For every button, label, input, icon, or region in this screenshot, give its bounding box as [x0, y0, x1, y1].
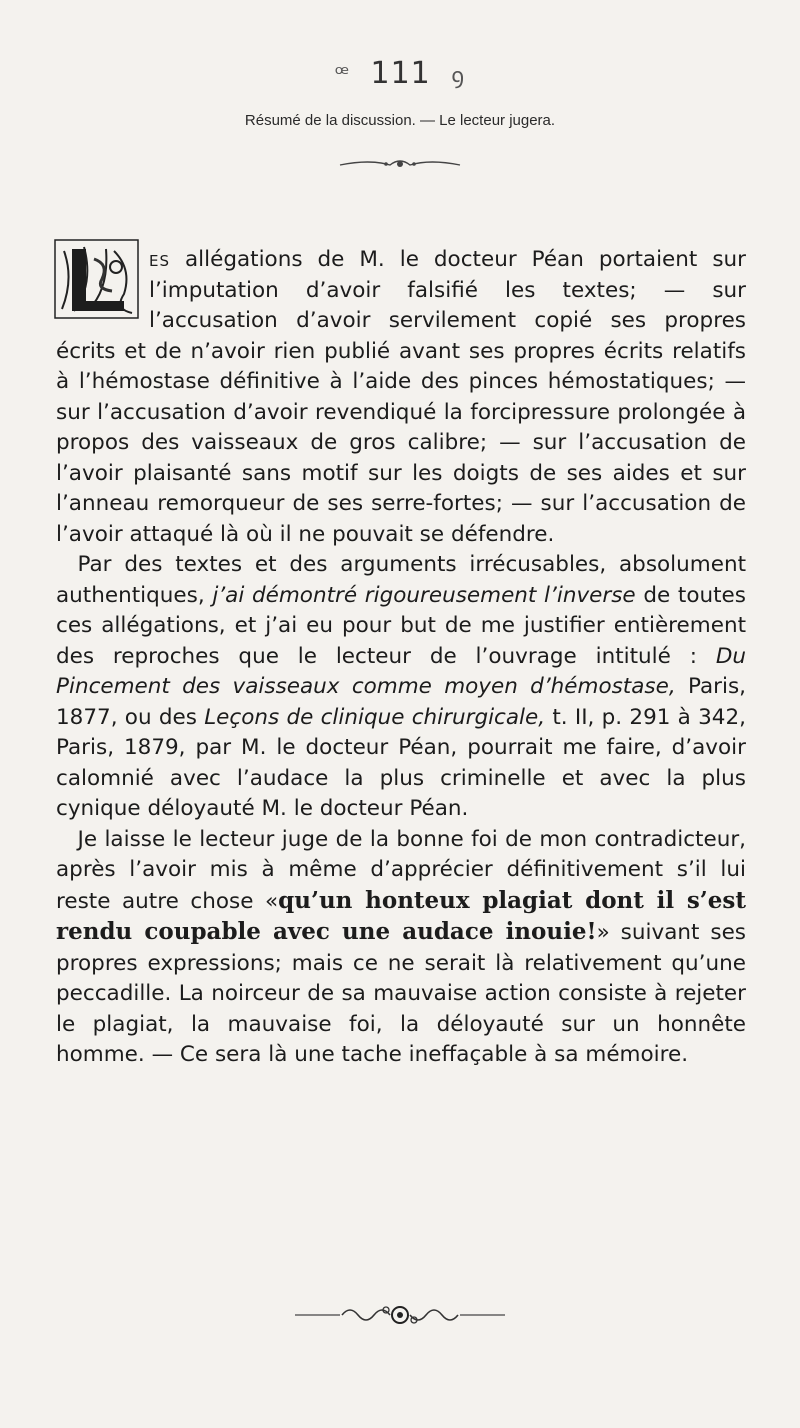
paragraph-2-italic-claim: j’ai démontré rigoureusement l’inverse [212, 582, 636, 608]
page-header [0, 56, 800, 91]
opening-smallcaps: es [149, 247, 170, 272]
paragraph-2-text-c: de toutes ces allégations, et j’ai eu pour but de me justifier entièrement des reproches que le lecteur de l’ouvrage intitulé : [56, 582, 746, 669]
paragraph-2 [56, 550, 746, 825]
running-head: Résumé de la discussion. — Le lecteur jugera. [244, 112, 556, 129]
decorated-initial-l-icon [54, 239, 139, 319]
paragraph-2-text-a: Par des textes et des arguments irrécusables, absolument authentiques, [56, 552, 746, 608]
end-ornament-icon [290, 1300, 510, 1330]
paragraph-1 [56, 245, 746, 550]
paragraph-3-text-c: » suivant ses propres expressions; mais ce ne serait là relativement qu’une peccadille. La noirceur de sa mauvaise action consiste à rejeter le plagiat, la mauvaise foi, la déloyauté sur un honnête homme. — Ce sera là une tache ineffaçable à sa mémoire. [56, 920, 746, 1067]
book-title-lecons: Leçons de clinique chirurgicale, [204, 704, 546, 730]
page-number: 111 [370, 56, 431, 91]
paragraph-3 [56, 825, 746, 1071]
paragraph-2-text-e: Paris, 1877, ou des [56, 674, 747, 730]
paragraph-3-text-a: Je laisse le lecteur juge de la bonne foi de mon contradicteur, après l’avoir mis à même d’apprécier définitivement s’il lui reste autre chose « [56, 826, 746, 914]
paragraph-3-bold-quote: qu’un honteux plagiat dont il s’est rendu coupable avec une audace inouie! [56, 886, 746, 945]
right-flourish-icon: ꝯ [451, 63, 466, 89]
paragraph-2-text-g: t. II, p. 291 à 342, Paris, 1879, par M. le docteur Péan, pourrait me faire, d’avoir calomnié avec l’audace la plus criminelle et avec la plus cynique déloyauté M. le docteur Péan. [56, 704, 746, 821]
left-flourish-icon: ꟹ [334, 62, 350, 87]
main-text [56, 245, 746, 1071]
divider-ornament-icon [320, 155, 480, 173]
paragraph-1-text: allégations de M. le docteur Péan portaient sur l’imputation d’avoir falsifié les textes; — sur l’accusation d’avoir servilement copié ses propres écrits et de n’avoir rien publié avant ses propres écrits relatifs à l’hémostase définitive à l’aide des pinces hémostatiques; — sur l’accusation d’avoir revendiqué la forcipressure prolongée à propos des vaisseaux de gros calibre; — sur l’accusation de l’avoir plaisanté sans motif sur les doigts de ses aides et sur l’anneau remorqueur de ses serre-fortes; — sur l’accusation de l’avoir attaqué là où il ne pouvait se défendre. [56, 247, 746, 547]
book-title-pincement: Du Pincement des vaisseaux comme moyen d’hémostase, [56, 643, 746, 699]
